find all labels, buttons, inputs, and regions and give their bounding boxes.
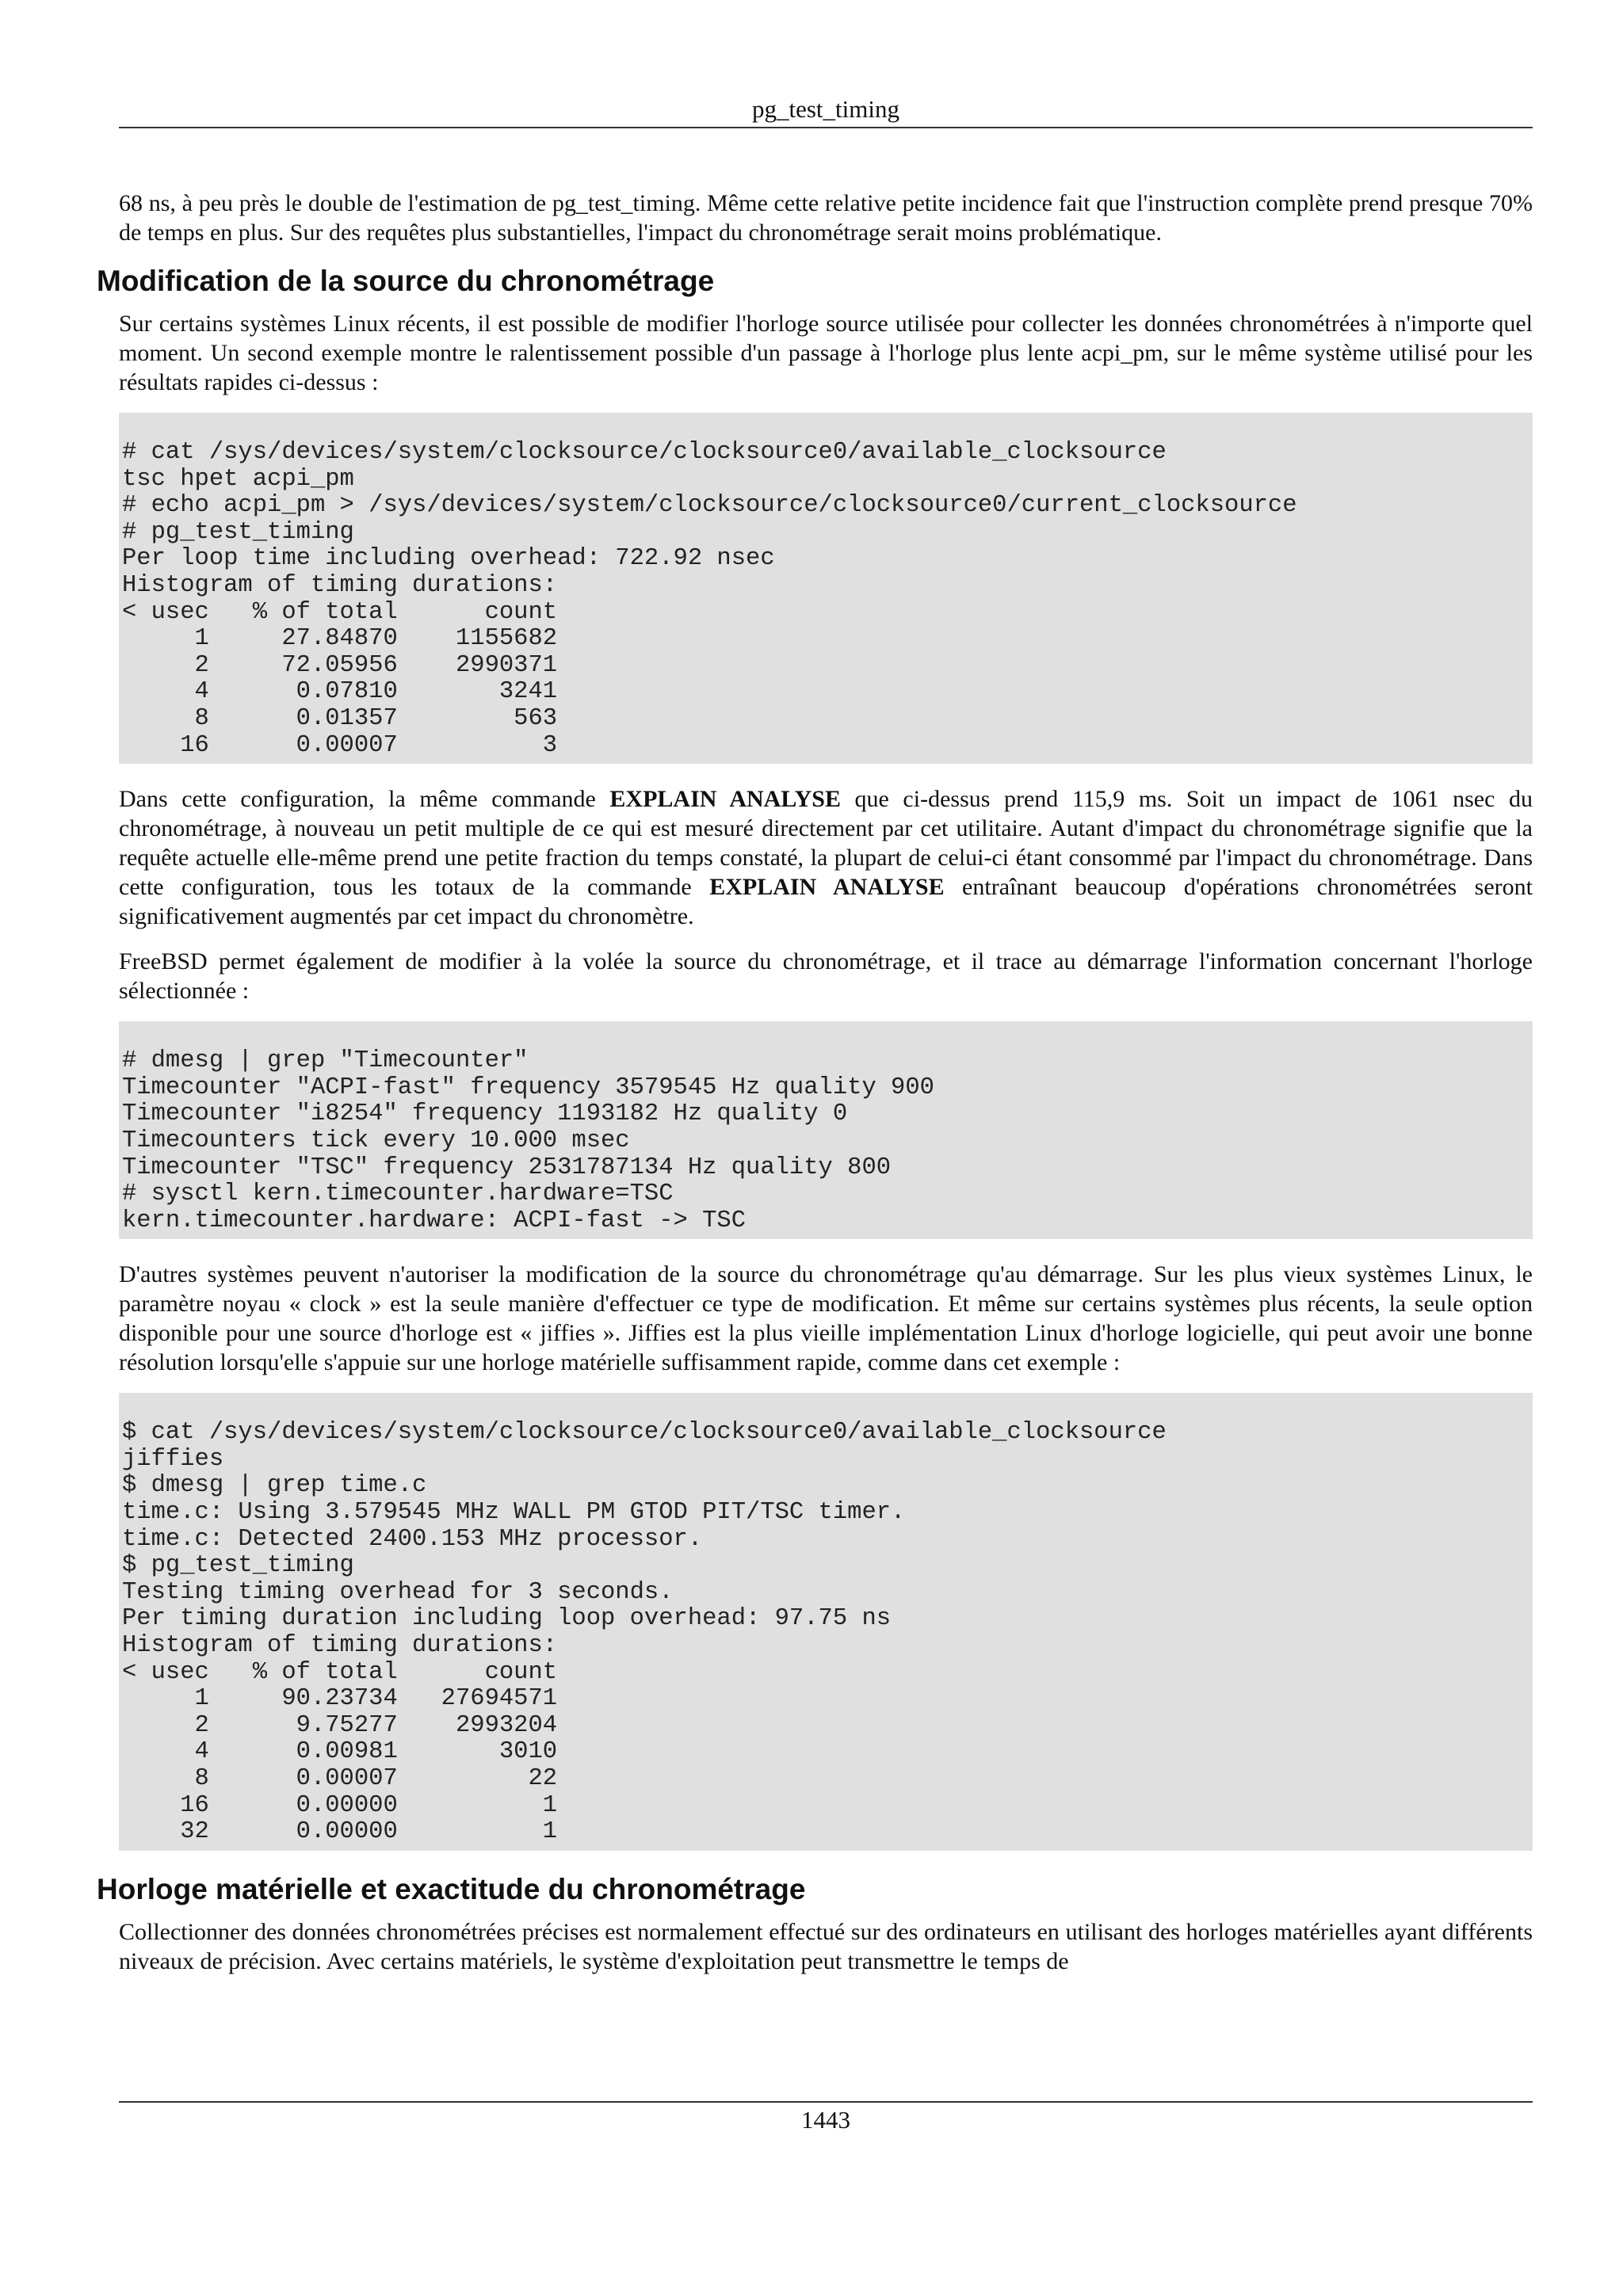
header-rule	[119, 127, 1533, 128]
code-block-linux-clocksource: # cat /sys/devices/system/clocksource/clocksource0/available_clocksource tsc hpet acpi_pm # echo acpi_pm > /sys/devices/system/clocksource/clocksource0/current_clocksource # pg_test_timing Per loop time including overhead: 722.92 nsec Histogram of timing durations: < usec % of total count 1 27.84870 1155682 2 72.05956 2990371 4 0.07810 3241 8 0.01357 563 16 0.00007 3	[119, 413, 1533, 764]
section-heading-clock-source: Modification de la source du chronométrage	[97, 265, 715, 297]
running-header: pg_test_timing	[752, 95, 899, 123]
hardware-clock-paragraph: Collectionner des données chronométrées précises est normalement effectué sur des ordinateurs en utilisant des horloges matérielles ayant différents niveaux de précision. Avec certains matériels, le système d'exploitation peut transmettre le temps de	[119, 1918, 1533, 1974]
command-name-bold: EXPLAIN ANALYSE	[709, 874, 945, 901]
footer-rule	[119, 2101, 1533, 2103]
section-heading-hardware-clock: Horloge matérielle et exactitude du chronométrage	[97, 1872, 806, 1905]
clock-source-paragraph: Sur certains systèmes Linux récents, il est possible de modifier l'horloge source utilisée pour collecter les données chronométrées à n'importe quel moment. Un second exemple montre le ralentissement possible d'un passage à l'horloge plus lente acpi_pm, sur le même système utilisé pour les résultats rapides ci-dessus :	[119, 311, 1533, 395]
jiffies-paragraph: D'autres systèmes peuvent n'autoriser la modification de la source du chronométrage qu'au démarrage. Sur les plus vieux systèmes Linux, le paramètre noyau « clock » est la seule manière d'effectuer ce type de modification. Et même sur certains systèmes plus récents, la seule option disponible pour une source d'horloge est « jiffies ». Jiffies est la plus vieille implémentation Linux d'horloge logicielle, qui peut avoir une bonne résolution lorsqu'elle s'appuie sur une horloge matérielle suffisamment rapide, comme dans cet exemple :	[119, 1261, 1533, 1376]
freebsd-paragraph: FreeBSD permet également de modifier à la volée la source du chronométrage, et il trace au démarrage l'information concernant l'horloge sélectionnée :	[119, 948, 1533, 1005]
explain-analyse-paragraph	[119, 784, 1533, 931]
text-run: Dans cette configuration, la même commande	[119, 786, 610, 813]
command-name-bold: EXPLAIN ANALYSE	[609, 786, 841, 813]
code-block-jiffies: $ cat /sys/devices/system/clocksource/clocksource0/available_clocksource jiffies $ dmesg | grep time.c time.c: Using 3.579545 MHz WALL PM GTOD PIT/TSC timer. time.c: Detected 2400.153 MHz processor. $ pg_test_timing Testing timing overhead for 3 seconds. Per timing duration including loop overhead: 97.75 ns Histogram of timing durations: < usec % of total count 1 90.23734 27694571 2 9.75277 2993204 4 0.00981 3010 8 0.00007 22 16 0.00000 1 32 0.00000 1	[119, 1393, 1533, 1851]
page-number: 1443	[801, 2106, 850, 2134]
text-run: entraînant beaucoup d'opérations chronométrées seront significativement augmentés par cet impact du chronomètre.	[119, 874, 1533, 930]
intro-paragraph: 68 ns, à peu près le double de l'estimation de pg_test_timing. Même cette relative petite incidence fait que l'instruction complète prend presque 70% de temps en plus. Sur des requêtes plus substantielles, l'impact du chronométrage serait moins problématique.	[119, 190, 1533, 246]
code-block-freebsd-timecounter: # dmesg | grep "Timecounter" Timecounter "ACPI-fast" frequency 3579545 Hz quality 900 Timecounter "i8254" frequency 1193182 Hz quality 0 Timecounters tick every 10.000 msec Timecounter "TSC" frequency 2531787134 Hz quality 800 # sysctl kern.timecounter.hardware=TSC kern.timecounter.hardware: ACPI-fast -> TSC	[119, 1021, 1533, 1239]
page-content	[97, 189, 1533, 1992]
text-run: que ci-dessus prend 115,9 ms. Soit un impact de 1061 nsec du chronométrage, à nouveau un petit multiple de ce qui est mesuré directement par cet utilitaire. Autant d'impact du chronométrage signifie que la requête actuelle elle-même prend une petite fraction du temps constaté, la plupart de celui-ci étant consommé par l'impact du chronométrage. Dans cette configuration, tous les totaux de la commande	[119, 786, 1533, 901]
